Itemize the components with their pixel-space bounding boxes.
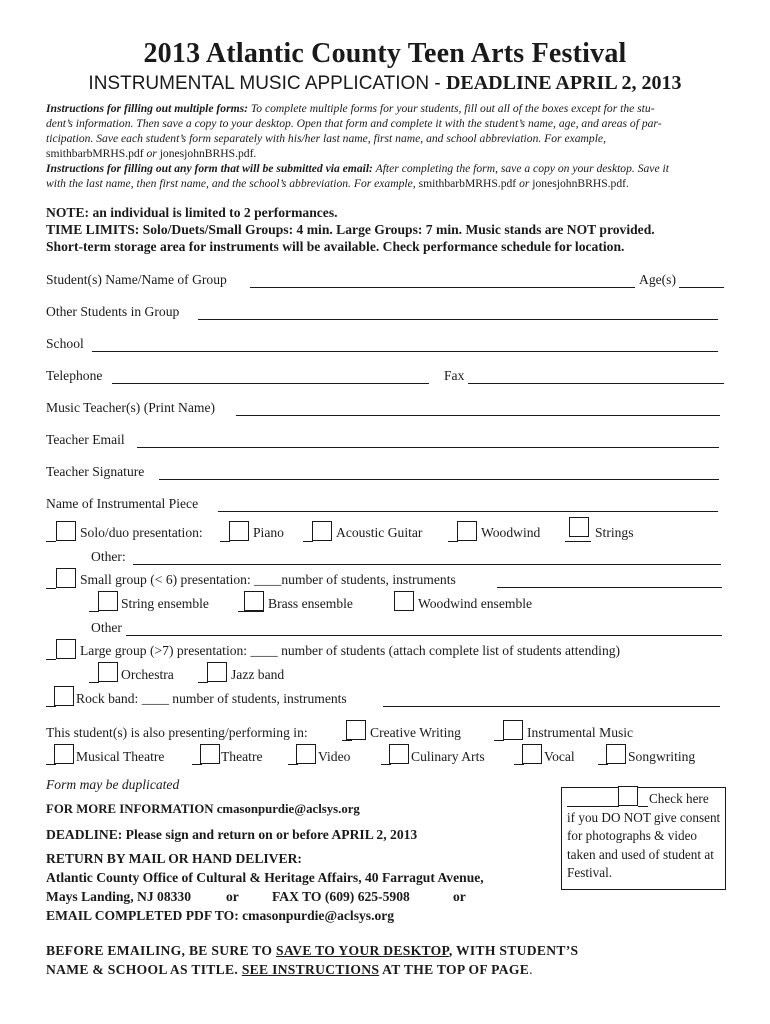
small-other-field[interactable] xyxy=(126,635,722,636)
culinary-arts-checkbox[interactable] xyxy=(389,744,409,764)
strings-checkbox[interactable] xyxy=(569,517,589,537)
page-title: 2013 Atlantic County Teen Arts Festival xyxy=(143,38,627,69)
underscore xyxy=(89,611,99,612)
footer-line1 xyxy=(46,943,578,959)
email-example2: jonesjohnBRHS.pdf. xyxy=(532,177,629,190)
age-field[interactable] xyxy=(679,287,724,288)
strings-label: Strings xyxy=(595,525,634,540)
piece-field[interactable] xyxy=(218,511,718,512)
underscore xyxy=(494,740,504,741)
underscore xyxy=(46,541,56,542)
other-students-field[interactable] xyxy=(198,319,718,320)
underscore xyxy=(46,706,56,707)
woodwind-checkbox[interactable] xyxy=(457,521,477,541)
consent-text: if you DO NOT give consent for photographs & video taken and used of student at Festival. xyxy=(567,810,721,881)
underscore xyxy=(638,806,648,807)
multi-instr-text1: To complete multiple forms for your students, fill out all of the boxes except for the stu- xyxy=(247,102,655,115)
page-subtitle xyxy=(0,72,770,95)
underscore xyxy=(381,764,391,765)
student-name-field[interactable] xyxy=(250,287,635,288)
rock-band-label: Rock band: ____ number of students, instruments xyxy=(76,691,347,706)
piano-checkbox[interactable] xyxy=(229,521,249,541)
deadline-heading: DEADLINE APRIL 2, 2013 xyxy=(445,72,682,94)
woodwind-ensemble-checkbox[interactable] xyxy=(394,591,414,611)
brass-ensemble-checkbox[interactable] xyxy=(244,591,264,611)
underscore xyxy=(192,764,202,765)
underscore xyxy=(238,611,264,612)
theatre-checkbox[interactable] xyxy=(200,744,220,764)
underscore xyxy=(46,764,56,765)
telephone-label: Telephone xyxy=(46,368,103,383)
video-checkbox[interactable] xyxy=(296,744,316,764)
school-label: School xyxy=(46,336,84,351)
rock-band-instruments-field[interactable] xyxy=(383,706,720,707)
musical-theatre-checkbox[interactable] xyxy=(54,744,74,764)
rock-band-checkbox[interactable] xyxy=(54,686,74,706)
underscore xyxy=(448,541,458,542)
multi-form-instructions xyxy=(46,101,726,191)
or-1: or xyxy=(226,889,239,904)
email-instr-text1: After completing the form, save a copy on your desktop. Save it xyxy=(372,162,669,175)
city-line: Mays Landing, NJ 08330 xyxy=(46,889,192,904)
small-group-instruments-field[interactable] xyxy=(497,587,722,588)
underscore xyxy=(342,740,352,741)
underscore xyxy=(198,682,208,683)
woodwind-label: Woodwind xyxy=(481,525,541,540)
music-teacher-field[interactable] xyxy=(236,415,720,416)
solo-checkbox[interactable] xyxy=(56,521,76,541)
underscore xyxy=(598,764,608,765)
small-other-label: Other xyxy=(91,620,122,635)
underscore xyxy=(46,588,56,589)
woodwind-ensemble-label: Woodwind ensemble xyxy=(418,596,533,611)
teacher-email-field[interactable] xyxy=(137,447,719,448)
piece-label: Name of Instrumental Piece xyxy=(46,496,199,511)
creative-writing-checkbox[interactable] xyxy=(346,720,366,740)
large-group-label: Large group (>7) presentation: ____ number of students (attach complete list of students attending) xyxy=(80,643,621,658)
age-label: Age(s) xyxy=(639,272,676,287)
multi-example2: jonesjohnBRHS.pdf. xyxy=(159,147,257,160)
solo-other-label: Other: xyxy=(91,549,126,564)
multi-instr-text3: ticipation. Save each student’s form separately with his/her last name, first name, and school abbreviation. For example, xyxy=(46,132,606,145)
guitar-checkbox[interactable] xyxy=(312,521,332,541)
jazz-band-checkbox[interactable] xyxy=(207,662,227,682)
creative-writing-label: Creative Writing xyxy=(370,725,461,740)
subtitle-text: INSTRUMENTAL MUSIC APPLICATION - xyxy=(88,73,446,94)
footer-before: BEFORE EMAILING, BE SURE TO xyxy=(46,943,276,958)
fax-line: FAX TO (609) 625-5908 xyxy=(272,889,410,904)
underscore xyxy=(288,764,298,765)
solo-label: Solo/duo presentation: xyxy=(80,525,203,540)
culinary-arts-label: Culinary Arts xyxy=(411,749,485,764)
underscore xyxy=(89,682,99,683)
fax-label: Fax xyxy=(444,368,465,383)
small-group-label: Small group (< 6) presentation: ____number of students, instruments xyxy=(80,572,456,587)
theatre-label: Theatre xyxy=(221,749,263,764)
multi-instr-text2: dent’s information. Then save a copy to your desktop. Open that form and complete it with the student’s name, age, and areas of par- xyxy=(46,117,662,130)
instrumental-music-checkbox[interactable] xyxy=(503,720,523,740)
see-instructions: SEE INSTRUCTIONS xyxy=(241,962,380,977)
email-or: or xyxy=(516,177,533,190)
form-duplicated-note: Form may be duplicated xyxy=(46,777,180,792)
underscore xyxy=(565,541,591,542)
underscore xyxy=(46,659,56,660)
school-field[interactable] xyxy=(92,351,718,352)
note-line3: Short-term storage area for instruments will be available. Check performance schedule for location. xyxy=(46,239,625,254)
notes-block xyxy=(46,204,736,255)
orchestra-label: Orchestra xyxy=(121,667,174,682)
note-line2: TIME LIMITS: Solo/Duets/Small Groups: 4 min. Large Groups: 7 min. Music stands are NOT provided. xyxy=(46,222,655,237)
guitar-label: Acoustic Guitar xyxy=(336,525,423,540)
student-name-label: Student(s) Name/Name of Group xyxy=(46,272,227,287)
multi-example1: smithbarbMRHS.pdf xyxy=(46,147,144,160)
orchestra-checkbox[interactable] xyxy=(98,662,118,682)
brass-ensemble-label: Brass ensemble xyxy=(268,596,353,611)
vocal-checkbox[interactable] xyxy=(522,744,542,764)
teacher-email-label: Teacher Email xyxy=(46,432,125,447)
small-group-checkbox[interactable] xyxy=(56,568,76,588)
fax-field[interactable] xyxy=(468,383,724,384)
jazz-band-label: Jazz band xyxy=(231,667,285,682)
underscore xyxy=(220,541,230,542)
string-ensemble-checkbox[interactable] xyxy=(98,591,118,611)
underscore xyxy=(303,541,313,542)
email-example1: smithbarbMRHS.pdf xyxy=(418,177,517,190)
footer-line2 xyxy=(46,962,533,978)
teacher-signature-field[interactable] xyxy=(159,479,719,480)
video-label: Video xyxy=(318,749,351,764)
no-consent-checkbox[interactable] xyxy=(618,786,638,806)
office-address: Atlantic County Office of Cultural & Heritage Affairs, 40 Farragut Avenue, xyxy=(46,870,484,885)
footer-name: NAME & SCHOOL AS TITLE. xyxy=(46,962,242,977)
underscore xyxy=(514,764,524,765)
check-here-label: Check here xyxy=(649,791,709,806)
instrumental-music-label: Instrumental Music xyxy=(527,725,634,740)
music-teacher-label: Music Teacher(s) (Print Name) xyxy=(46,400,216,415)
footer-period: . xyxy=(529,962,533,977)
deadline-note: DEADLINE: Please sign and return on or before APRIL 2, 2013 xyxy=(46,827,418,842)
email-instr-lead: Instructions for filling out any form that will be submitted via email: xyxy=(46,162,373,175)
multi-instr-lead: Instructions for filling out multiple forms: xyxy=(46,102,248,115)
footer-top: AT THE TOP OF PAGE xyxy=(379,962,530,977)
songwriting-label: Songwriting xyxy=(628,749,696,764)
vocal-label: Vocal xyxy=(544,749,575,764)
save-to-desktop: SAVE TO YOUR DESKTOP xyxy=(275,943,449,958)
email-line: EMAIL COMPLETED PDF TO: cmasonpurdie@aclsys.org xyxy=(46,908,395,923)
underscore xyxy=(567,806,619,807)
large-group-checkbox[interactable] xyxy=(56,639,76,659)
more-info: FOR MORE INFORMATION cmasonpurdie@aclsys.org xyxy=(46,802,360,816)
multi-or: or xyxy=(143,147,160,160)
musical-theatre-label: Musical Theatre xyxy=(76,749,165,764)
note-line1: NOTE: an individual is limited to 2 performances. xyxy=(46,205,338,220)
also-presenting-label: This student(s) is also presenting/performing in: xyxy=(46,725,308,740)
email-instr-text2: with the last name, then first name, and the school’s abbreviation. For example, xyxy=(46,177,419,190)
solo-other-field[interactable] xyxy=(133,564,721,565)
teacher-signature-label: Teacher Signature xyxy=(46,464,145,479)
piano-label: Piano xyxy=(253,525,284,540)
or-2: or xyxy=(453,889,466,904)
other-students-label: Other Students in Group xyxy=(46,304,180,319)
return-heading: RETURN BY MAIL OR HAND DELIVER: xyxy=(46,851,302,866)
string-ensemble-label: String ensemble xyxy=(121,596,209,611)
telephone-field[interactable] xyxy=(112,383,429,384)
footer-with: , WITH STUDENT’S xyxy=(448,943,579,958)
songwriting-checkbox[interactable] xyxy=(606,744,626,764)
